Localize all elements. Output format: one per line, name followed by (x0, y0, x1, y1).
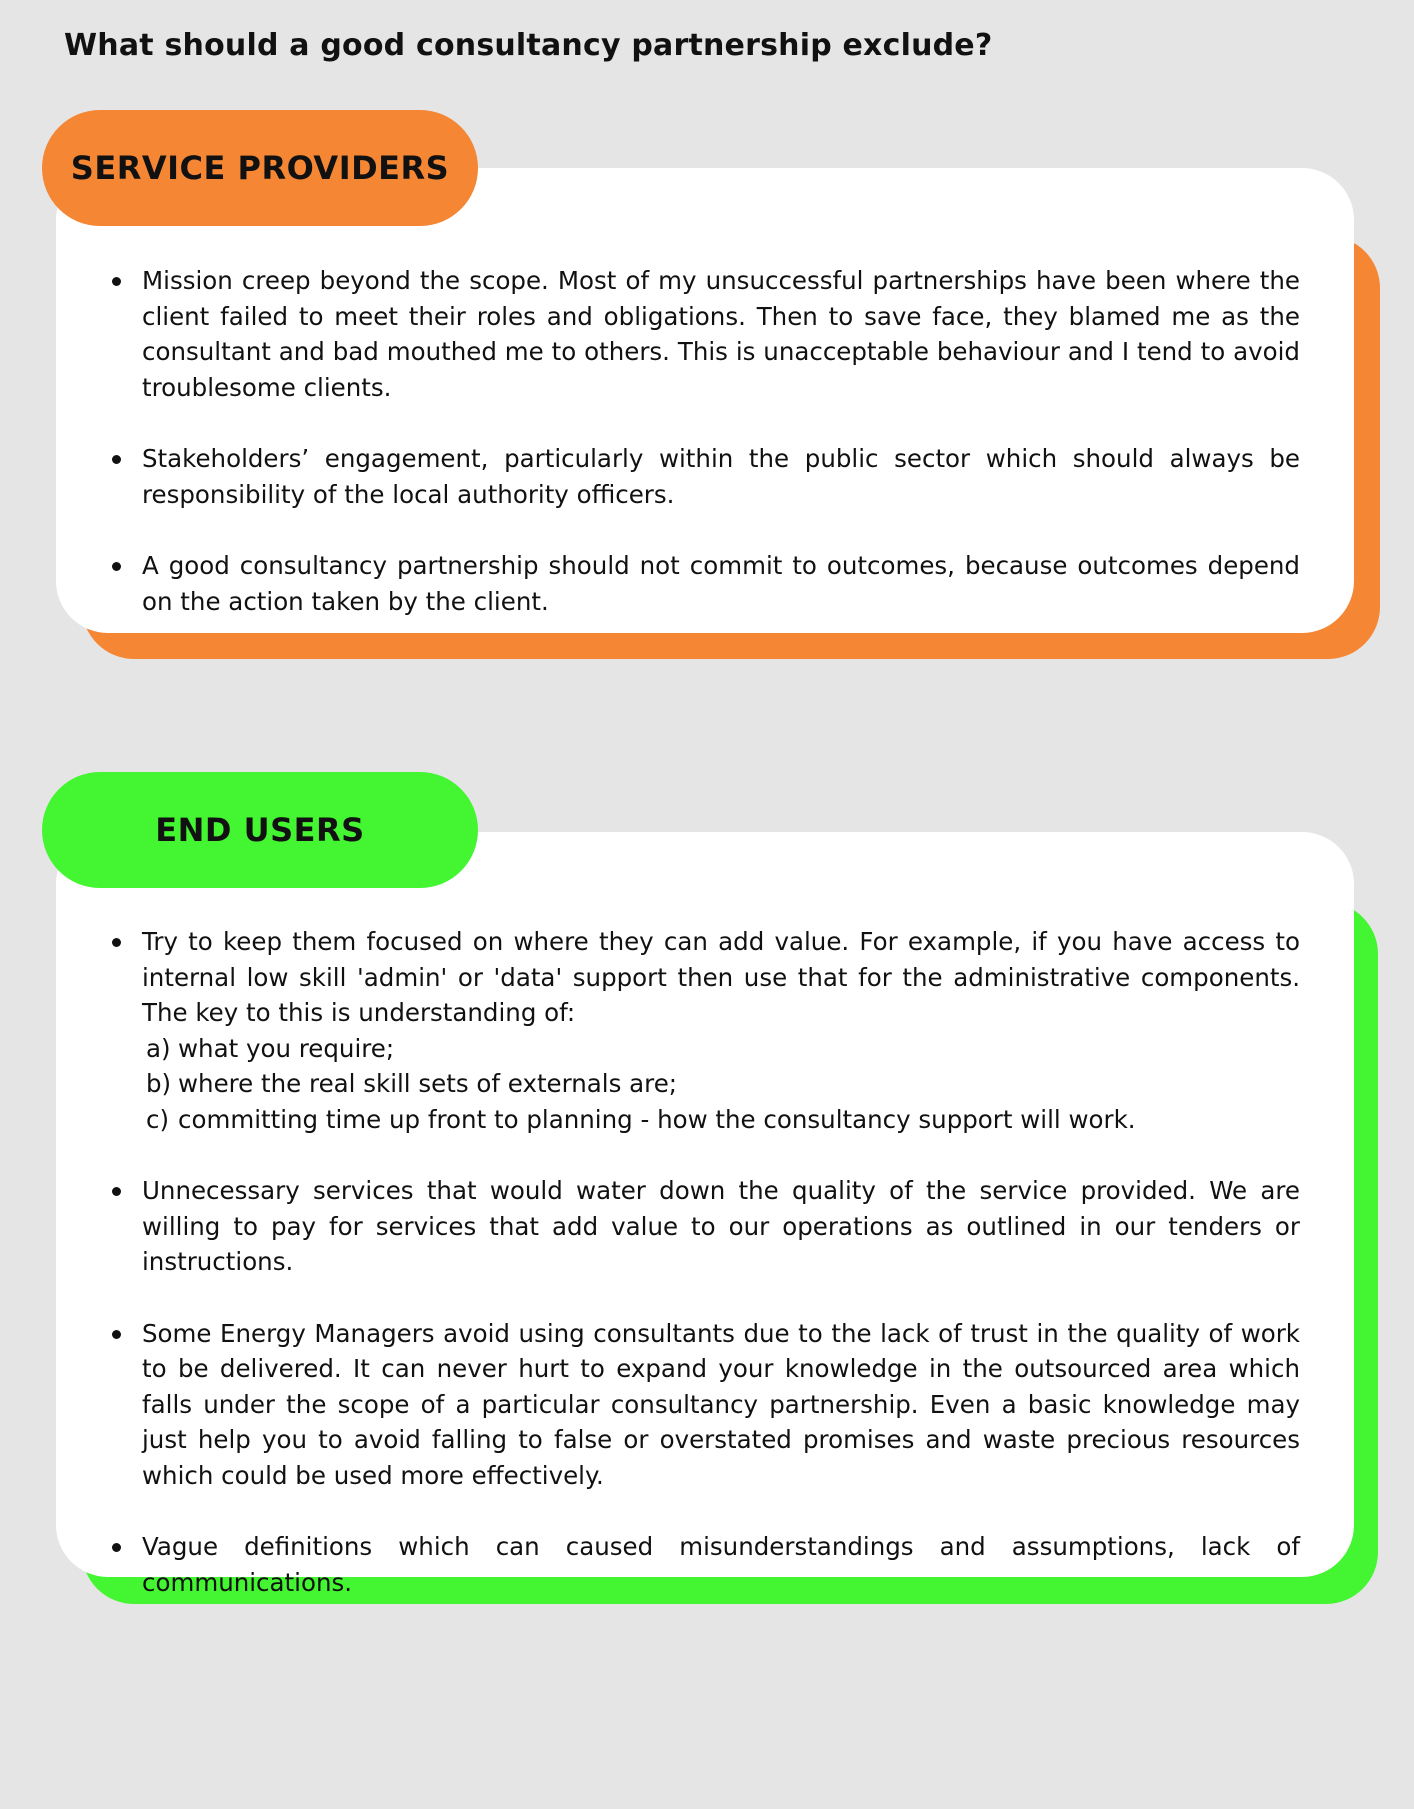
bullet-icon (112, 277, 121, 286)
bullet-text: Some Energy Managers avoid using consultants due to the lack of trust in the quality of work to be delivered. It can never hurt to expand your knowledge in the outsourced area which falls under the scope of a particular consultancy partnership. Even a basic knowledge may just help you to avoid falling to false or overstated promises and waste precious resources which could be used more effectively. (142, 1318, 1300, 1490)
bullet-text: Try to keep them focused on where they can add value. For example, if you have access to internal low skill 'admin' or 'data' support then use that for the administrative components. The key to this is understanding of: (142, 927, 1300, 1027)
bullet-text: Stakeholders’ engagement, particularly within the public sector which should always be responsibility of the local authority officers. (142, 444, 1300, 509)
bullet-text: Vague definitions which can caused misunderstandings and assumptions, lack of communications. (142, 1532, 1300, 1597)
page-title: What should a good consultancy partnership exclude? (64, 28, 993, 63)
sub-list-marker: c) (146, 1104, 170, 1134)
service-providers-list (100, 263, 1300, 655)
end-users-heading: END USERS (42, 772, 478, 888)
bullet-icon (112, 1187, 121, 1196)
service-providers-heading: SERVICE PROVIDERS (42, 110, 478, 226)
bullet-icon (112, 455, 121, 464)
sub-list-text: where the real skill sets of externals are; (178, 1069, 678, 1098)
sub-list-marker: b) (146, 1069, 172, 1098)
sub-list-item (146, 1102, 1300, 1138)
bullet-icon (112, 1330, 121, 1339)
list-item (100, 1173, 1300, 1280)
bullet-text: Unnecessary services that would water down the quality of the service provided. We are willing to pay for services that add value to our operations as outlined in our tenders or instructions. (142, 1176, 1300, 1276)
sub-list (142, 1031, 1300, 1138)
bullet-text: Mission creep beyond the scope. Most of my unsuccessful partnerships have been where the client failed to meet their roles and obligations. Then to save face, they blamed me as the consultant and bad mouthed me to others. This is unacceptable behaviour and I tend to avoid troublesome clients. (142, 266, 1300, 402)
list-item (100, 441, 1300, 512)
end-users-list (100, 924, 1300, 1636)
sub-list-item (146, 1031, 1300, 1067)
bullet-icon (112, 938, 121, 947)
bullet-icon (112, 1543, 121, 1552)
list-item (100, 1529, 1300, 1600)
sub-list-marker: a) (146, 1033, 171, 1063)
sub-list-text: what you require; (178, 1033, 395, 1063)
list-item (100, 1316, 1300, 1494)
list-item (100, 548, 1300, 619)
list-item (100, 263, 1300, 405)
bullet-text: A good consultancy partnership should not commit to outcomes, because outcomes depend on the action taken by the client. (142, 551, 1300, 616)
bullet-icon (112, 562, 121, 571)
sub-list-text: committing time up front to planning - how the consultancy support will work. (178, 1104, 1136, 1134)
sub-list-item (146, 1066, 1300, 1102)
list-item (100, 924, 1300, 1137)
